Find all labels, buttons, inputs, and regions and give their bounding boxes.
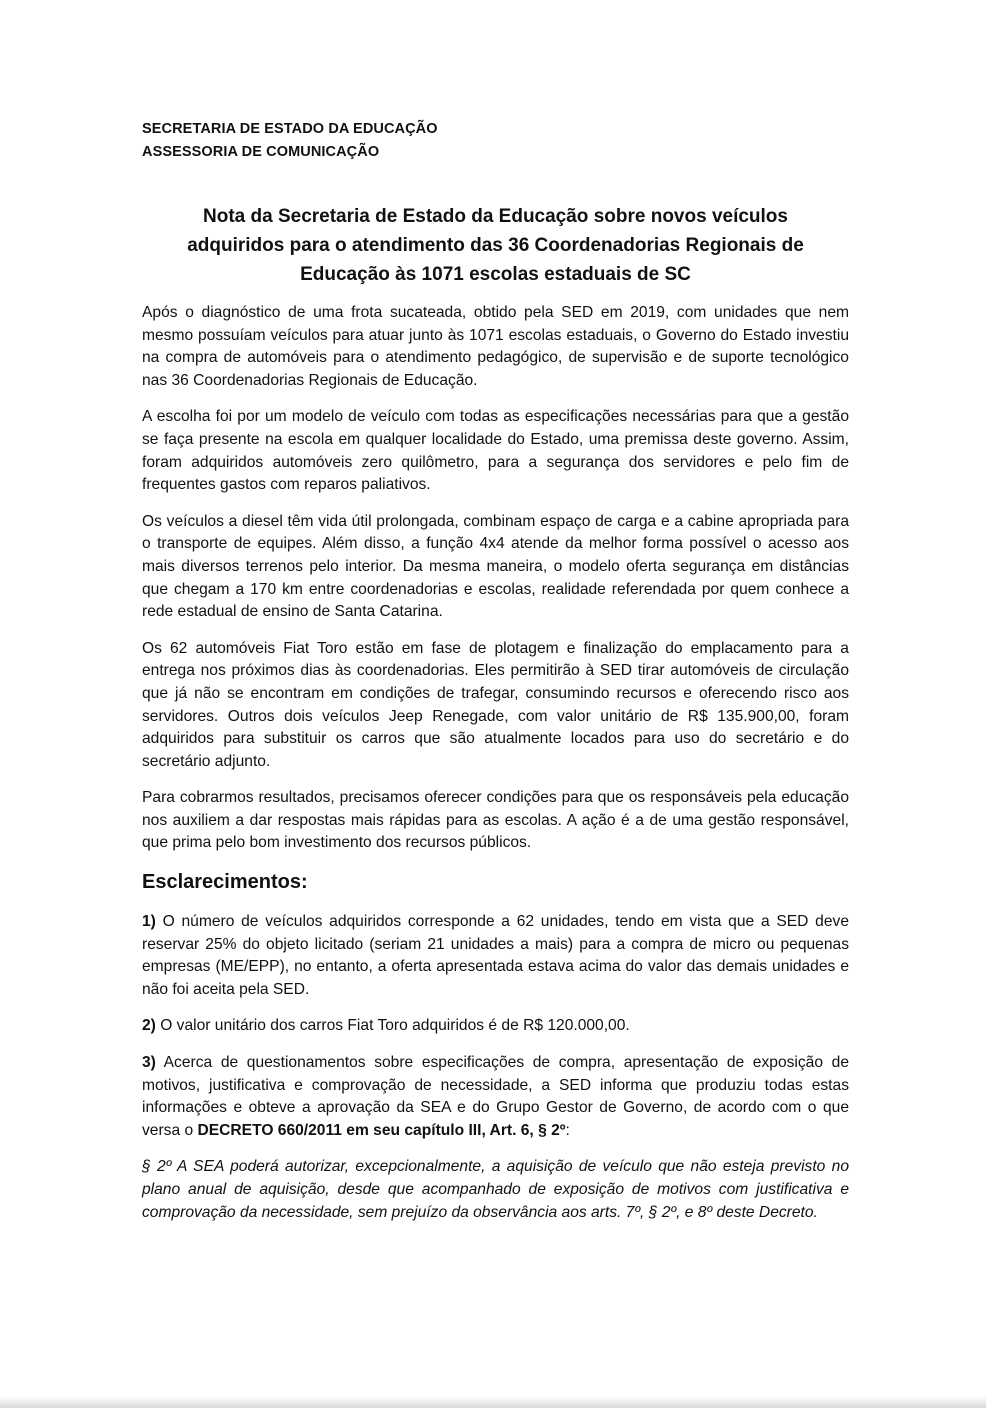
decree-quote: § 2º A SEA poderá autorizar, excepcionalmente, a aquisição de veículo que não esteja previsto no plano anual de aquisição, desde que acompanhado de exposição de motivos com justificativa e comprovação da necessidade, sem prejuízo da observância aos arts. 7º, § 2º, e 8º deste Decreto.: [142, 1158, 849, 1221]
clarification-number: 3): [142, 1054, 156, 1072]
document-body: [142, 302, 849, 1238]
page-title: [142, 202, 849, 289]
clarification-number: 2): [142, 1017, 156, 1035]
clarification-number: 1): [142, 913, 156, 931]
clarification-text: O número de veículos adquiridos corresponde a 62 unidades, tendo em vista que a SED deve reservar 25% do objeto licitado (seriam 21 unidades a mais) para a compra de micro ou pequenas empresas (ME/EPP), no entanto, a oferta apresentada estava acima do valor das demais unidades e não foi aceita pela SED.: [142, 913, 849, 998]
header-communication-office: ASSESSORIA DE COMUNICAÇÃO: [142, 144, 380, 160]
title-line-3: Educação às 1071 escolas estaduais de SC: [300, 264, 691, 285]
clarification-item-1: [142, 911, 849, 1001]
paragraph-2: A escolha foi por um modelo de veículo com todas as especificações necessárias para que a gestão se faça presente na escola em qualquer localidade do Estado, uma premissa deste governo. Assim, foram adquiridos automóveis zero quilômetro, para a segurança dos servidores e pelo fim de frequentes gastos com reparos paliativos.: [142, 408, 849, 494]
title-line-1: Nota da Secretaria de Estado da Educação sobre novos veículos: [203, 206, 788, 227]
clarifications-heading: Esclarecimentos:: [142, 871, 308, 894]
page-bottom-shadow: [0, 1396, 986, 1408]
clarification-item-3: [142, 1052, 849, 1142]
clarification-tail: :: [565, 1121, 570, 1139]
header: [142, 118, 438, 164]
title-line-2: adquiridos para o atendimento das 36 Coordenadorias Regionais de: [187, 235, 804, 256]
clarification-item-2: [142, 1015, 849, 1038]
decree-reference: DECRETO 660/2011 em seu capítulo III, Art. 6, § 2º: [197, 1121, 566, 1139]
clarification-text: O valor unitário dos carros Fiat Toro adquiridos é de R$ 120.000,00.: [155, 1017, 630, 1035]
paragraph-4: Os 62 automóveis Fiat Toro estão em fase de plotagem e finalização do emplacamento para a entrega nos próximos dias às coordenadorias. Eles permitirão à SED tirar automóveis de circulação que já não se encontram em condições de trafegar, consumindo recursos e oferecendo risco aos servidores. Outros dois veículos Jeep Renegade, com valor unitário de R$ 135.900,00, foram adquiridos para substituir os carros que são atualmente locados para uso do secretário e do secretário adjunto.: [142, 639, 849, 770]
paragraph-5: Para cobrarmos resultados, precisamos oferecer condições para que os responsáveis pela educação nos auxiliem a dar respostas mais rápidas para as escolas. A ação é a de uma gestão responsável, que prima pelo bom investimento dos recursos públicos.: [142, 789, 849, 852]
header-secretariat: SECRETARIA DE ESTADO DA EDUCAÇÃO: [142, 121, 438, 137]
paragraph-1: Após o diagnóstico de uma frota sucateada, obtido pela SED em 2019, com unidades que nem mesmo possuíam veículos para atuar junto às 1071 escolas estaduais, o Governo do Estado investiu na compra de automóveis para o atendimento pedagógico, de supervisão e de suporte tecnológico nas 36 Coordenadorias Regionais de Educação.: [142, 304, 849, 389]
clarification-text: Acerca de questionamentos sobre especificações de compra, apresentação de exposição de motivos, justificativa e comprovação de necessidade, a SED informa que produziu todas estas informações e obteve a aprovação da SEA e do Grupo Gestor de Governo, de acordo com o que versa o: [142, 1054, 849, 1139]
paragraph-3: Os veículos a diesel têm vida útil prolongada, combinam espaço de carga e a cabine apropriada para o transporte de equipes. Além disso, a função 4x4 atende da melhor forma possível o acesso aos mais diversos terrenos pelo interior. Da mesma maneira, o modelo oferta segurança em distâncias que chegam a 170 km entre coordenadorias e escolas, realidade referendada por quem conhece a rede estadual de ensino de Santa Catarina.: [142, 512, 849, 621]
